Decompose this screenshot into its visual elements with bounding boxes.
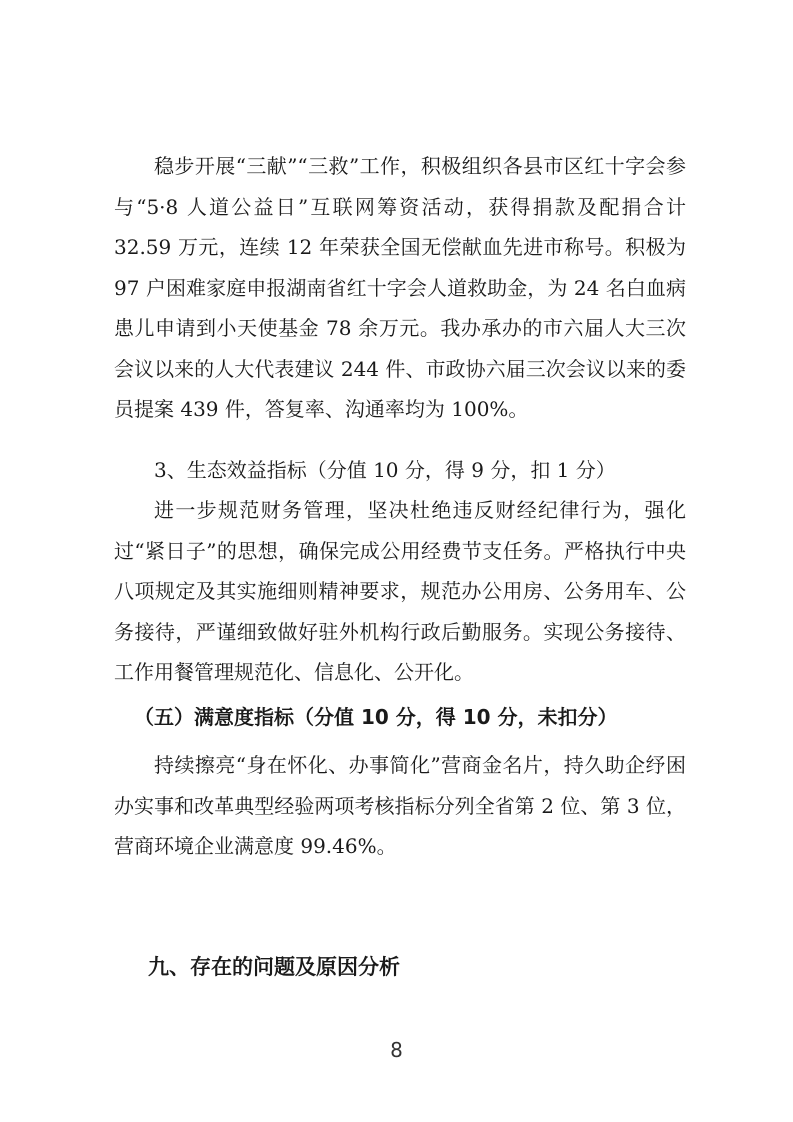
heading-ecological-indicator: 3、生态效益指标（分值 10 分，得 9 分，扣 1 分） xyxy=(154,458,616,482)
paragraph-business-environment: 持续擦亮“身在怀化、办事简化”营商金名片，持久助企纾困办实事和改革典型经验两项考核指标分列全省第 2 位、第 3 位，营商环境企业满意度 99.46%。 xyxy=(114,753,686,858)
paragraph-financial-management: 进一步规范财务管理，坚决杜绝违反财经纪律行为，强化过“紧日子”的思想，确保完成公用经费节支任务。严格执行中央八项规定及其实施细则精神要求，规范办公用房、公务用车、公务接待，严谨细致做好驻外机构行政后勤服务。实现公务接待、工作用餐管理规范化、信息化、公开化。 xyxy=(114,498,686,684)
heading-satisfaction-indicator: （五）满意度指标（分值 10 分，得 10 分，未扣分） xyxy=(134,705,618,729)
page-number: 8 xyxy=(390,1038,403,1062)
section-title-problems: 九、存在的问题及原因分析 xyxy=(148,955,400,979)
paragraph-donation-work: 稳步开展“三献”“三救”工作，积极组织各县市区红十字会参与“5·8 人道公益日”互联网筹资活动，获得捐款及配捐合计 32.59 万元，连续 12 年荣获全国无偿献血先进市称号。积极为 97 户困难家庭申报湖南省红十字会人道救助金，为 24 名白血病患儿申请到小天使基金 78 余万元。我办承办的市六届人大三次会议以来的人大代表建议 244 件、市政协六届三次会议以来的委员提案 439 件，答复率、沟通率均为 100%。 xyxy=(114,154,686,421)
